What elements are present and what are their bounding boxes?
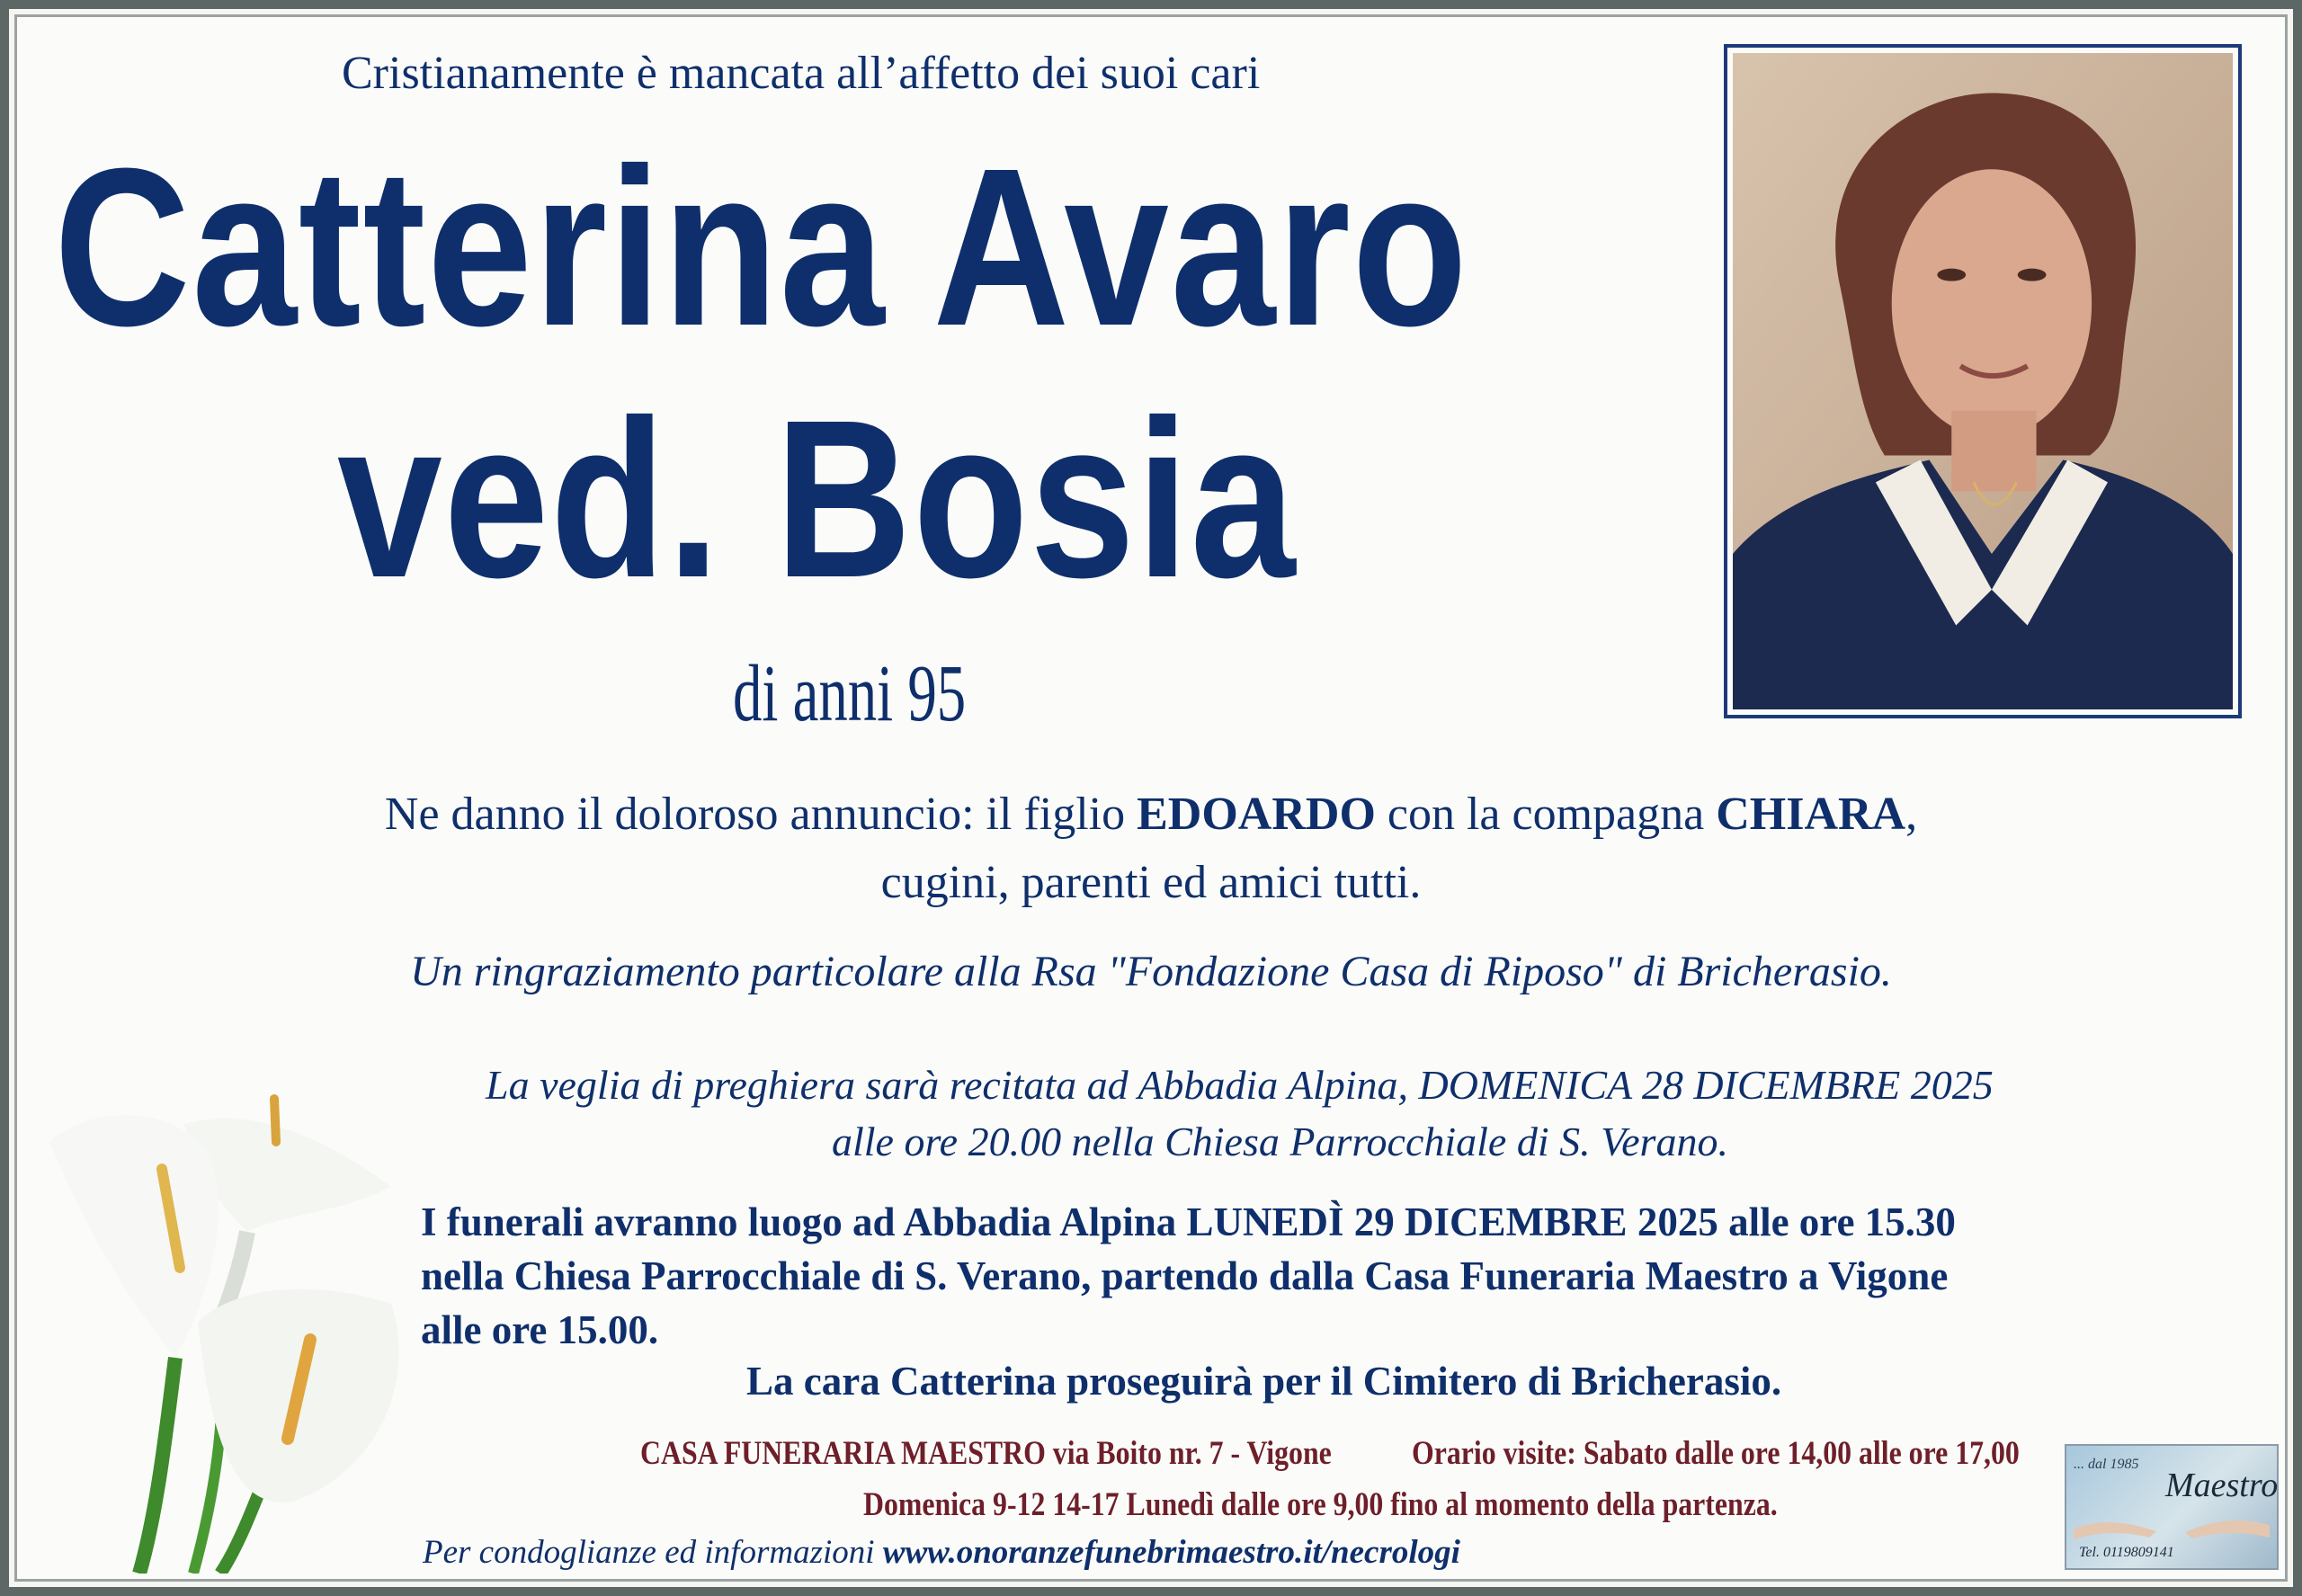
age-label: di anni 95	[733, 649, 967, 738]
funeral-line3: alle ore 15.00.	[421, 1307, 659, 1352]
condolences-line	[423, 1533, 1460, 1572]
portrait-illustration	[1733, 53, 2233, 709]
thanks-line: Un ringraziamento particolare alla Rsa "Fondazione Casa di Riposo" di Bricherasio.	[410, 948, 1892, 995]
logo-since: ... dal 1985	[2074, 1457, 2139, 1472]
logo-phone: Tel. 0119809141	[2079, 1545, 2174, 1560]
announce-suffix: ,	[1905, 789, 1918, 840]
funeral-line2: nella Chiesa Parrocchiale di S. Verano, partendo dalla Casa Funeraria Maestro a Vigone	[421, 1253, 1949, 1298]
visiting-hours-line1: Orario visite: Sabato dalle ore 14,00 alle ore 17,00	[1412, 1435, 2020, 1472]
calla-lily-illustration	[40, 1088, 427, 1574]
funeral-home-name: CASA FUNERARIA MAESTRO	[640, 1435, 1046, 1472]
announcement-line2: cugini, parenti ed amici tutti.	[880, 857, 1422, 908]
vigil-line1: La veglia di preghiera sarà recitata ad Abbadia Alpina, DOMENICA 28 DICEMBRE 2025	[486, 1062, 1994, 1108]
portrait-photo	[1733, 53, 2233, 709]
funeral-home-street: via Boito nr. 7 - Vigone	[1045, 1435, 1332, 1472]
deceased-name-line1: Catterina Avaro	[54, 121, 1469, 372]
portrait-frame	[1724, 44, 2242, 718]
funeral-line1: I funerali avranno luogo ad Abbadia Alpina LUNEDÌ 29 DICEMBRE 2025 alle ore 15.30	[421, 1199, 1956, 1244]
intro-line: Cristianamente è mancata all’affetto dei suoi cari	[342, 48, 1261, 99]
partner-name: CHIARA	[1716, 789, 1906, 840]
logo-brand: Maestro	[2165, 1467, 2279, 1504]
vigil-line2: alle ore 20.00 nella Chiesa Parrocchiale di S. Verano.	[832, 1119, 1728, 1164]
deceased-name-line2: ved. Bosia	[337, 373, 1298, 624]
announcement-line1	[0, 788, 2302, 841]
visiting-hours-line2: Domenica 9-12 14-17 Lunedì dalle ore 9,00 fino al momento della partenza.	[863, 1486, 1778, 1523]
website-link[interactable]: www.onoranzefunebrimaestro.it/necrologi	[882, 1534, 1460, 1571]
burial-line: La cara Catterina proseguirà per il Cimitero di Bricherasio.	[746, 1359, 1782, 1404]
announce-middle: con la compagna	[1375, 789, 1717, 840]
announce-prefix: Ne danno il doloroso annuncio: il figlio	[384, 789, 1138, 840]
son-name: EDOARDO	[1137, 789, 1376, 840]
funeral-home-address	[640, 1434, 1332, 1473]
condolences-label: Per condoglianze ed informazioni	[423, 1534, 883, 1571]
funeral-home-logo	[2065, 1444, 2279, 1570]
